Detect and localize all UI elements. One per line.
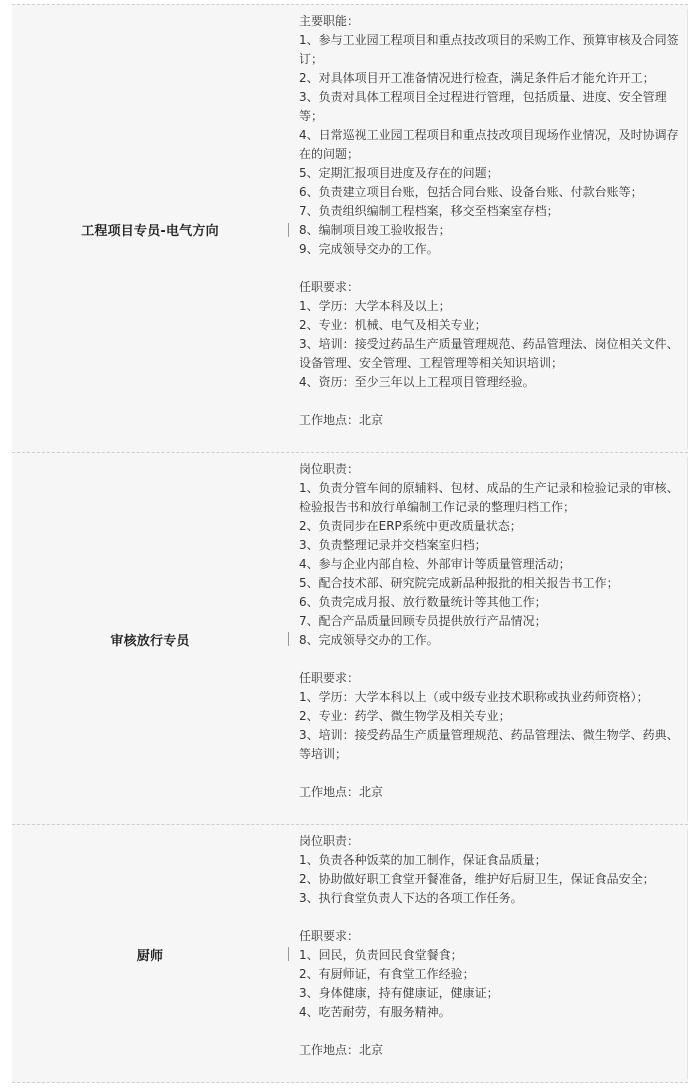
duty-item: 2、协助做好职工食堂开餐准备，维护好后厨卫生，保证食品安全；: [299, 872, 655, 886]
duty-item: 9、完成领导交办的工作。: [299, 242, 439, 256]
spacer: [299, 908, 687, 927]
table-bottom-border: [12, 1082, 688, 1083]
duty-item: 2、对具体项目开工准备情况进行检查，满足条件后才能允许开工；: [299, 71, 655, 85]
job-row: [12, 452, 688, 825]
requirement-item: 3、培训：接受药品生产质量管理规范、药品管理法、微生物学、药典、等培训；: [299, 728, 679, 761]
duty-item: 1、负责各种饭菜的加工制作，保证食品质量；: [299, 853, 547, 867]
duty-item: 6、负责建立项目台账，包括合同台账、设备台账、付款台账等；: [299, 185, 643, 199]
duty-item: 1、参与工业园工程项目和重点技改项目的采购工作、预算审核及合同签订；: [299, 33, 679, 66]
requirements-heading: 任职要求：: [299, 929, 360, 943]
duty-item: 7、负责组织编制工程档案，移交至档案室存档；: [299, 204, 559, 218]
requirement-item: 2、专业：药学、微生物学及相关专业；: [299, 709, 511, 723]
duty-item: 6、负责完成月报、放行数量统计等其他工作；: [299, 595, 547, 609]
duty-item: 5、定期汇报项目进度及存在的问题；: [299, 166, 499, 180]
duty-item: 5、配合技术部、研究院完成新品种报批的相关报告书工作；: [299, 576, 619, 590]
cell-divider: [288, 223, 289, 237]
duties-heading: 主要职能：: [299, 14, 360, 28]
duty-item: 8、编制项目竣工验收报告；: [299, 223, 451, 237]
duty-item: 2、负责同步在ERP系统中更改质量状态；: [299, 519, 522, 533]
job-row: [12, 824, 688, 1083]
duty-item: 1、负责分管车间的原辅料、包材、成品的生产记录和检验记录的审核、检验报告书和放行单编制工作记录的整理归档工作；: [299, 481, 679, 514]
requirement-item: 4、吃苦耐劳，有服务精神。: [299, 1005, 451, 1019]
cell-right-border: [687, 9, 688, 449]
work-location: 工作地点：北京: [299, 785, 384, 799]
requirement-item: 2、有厨师证，有食堂工作经验；: [299, 967, 475, 981]
work-location: 工作地点：北京: [299, 413, 384, 427]
spacer: [299, 1022, 687, 1041]
duty-item: 3、负责对具体工程项目全过程进行管理，包括质量、进度、安全管理等；: [299, 90, 667, 123]
spacer: [299, 392, 687, 411]
duties-heading: 岗位职责：: [299, 462, 360, 476]
requirement-item: 3、身体健康，持有健康证，健康证；: [299, 986, 499, 1000]
job-title-cell: [12, 453, 288, 825]
work-location: 工作地点：北京: [299, 1043, 384, 1057]
requirement-item: 2、专业：机械、电气及相关专业；: [299, 318, 487, 332]
duty-item: 3、执行食堂负责人下达的各项工作任务。: [299, 891, 523, 905]
duty-item: 4、日常巡视工业园工程项目和重点技改项目现场作业情况，及时协调存在的问题；: [299, 128, 679, 161]
duty-item: 4、参与企业内部自检、外部审计等质量管理活动；: [299, 557, 571, 571]
job-title-cell: [12, 825, 288, 1083]
cell-right-border: [687, 829, 688, 1079]
cell-divider: [288, 632, 289, 646]
spacer: [299, 259, 687, 278]
duty-item: 8、完成领导交办的工作。: [299, 633, 439, 647]
requirement-item: 1、学历：大学本科以上（或中级专业技术职称或执业药师资格）；: [299, 690, 649, 704]
job-description: [299, 460, 687, 802]
spacer: [299, 764, 687, 783]
duty-item: 7、配合产品质量回顾专员提供放行产品情况；: [299, 614, 547, 628]
spacer: [299, 650, 687, 669]
job-title: 审核放行专员: [110, 633, 190, 649]
job-title: 工程项目专员-电气方向: [81, 223, 219, 239]
cell-right-border: [687, 457, 688, 821]
requirement-item: 3、培训：接受过药品生产质量管理规范、药品管理法、岗位相关文件、设备管理、安全管理、工程管理等相关知识培训；: [299, 337, 679, 370]
job-title: 厨师: [136, 948, 164, 964]
duties-heading: 岗位职责：: [299, 834, 360, 848]
job-description: [299, 12, 687, 430]
requirement-item: 1、学历：大学本科及以上；: [299, 299, 451, 313]
job-description: [299, 832, 687, 1060]
requirement-item: 1、回民，负责回民食堂餐食；: [299, 948, 463, 962]
job-row: [12, 4, 688, 453]
requirement-item: 4、资历：至少三年以上工程项目管理经验。: [299, 375, 535, 389]
requirements-heading: 任职要求：: [299, 671, 360, 685]
job-title-cell: [12, 5, 288, 453]
duty-item: 3、负责整理记录并交档案室归档；: [299, 538, 487, 552]
requirements-heading: 任职要求：: [299, 280, 360, 294]
cell-divider: [288, 947, 289, 961]
